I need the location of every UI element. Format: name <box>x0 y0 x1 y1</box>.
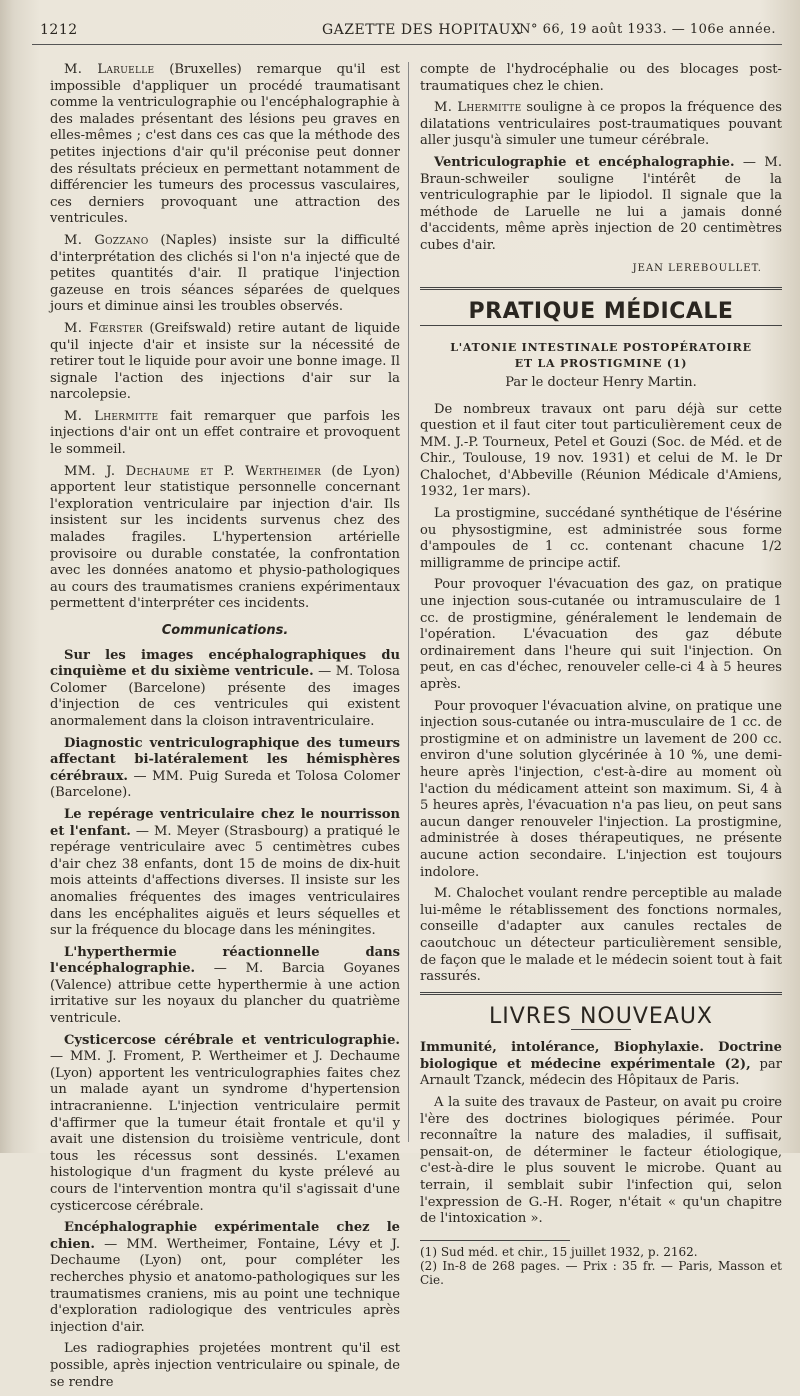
article-paragraph-2: La prostigmine, succédané synthétique de l'ésérine ou physostigmine, est administrée sous forme d'ampoules de 1 cc. contenant chacune 1/2 milligramme de principe actif. <box>420 506 782 571</box>
column-divider <box>408 62 409 1142</box>
communication-ventriculographie: Ventriculographie et encéphalographie. — M. Braun-schweiler souligne l'intérêt de la ventriculographie par le lipiodol. Il signale que la méthode de Laruelle ne lui a jamais donné d'accidents, même après injection de 20 centimètres cubes d'air. <box>420 154 782 253</box>
communication-1: Sur les images encéphalographiques du cinquième et du sixième ventricule. — M. Tolosa Colomer (Barcelone) présente des images d'injection de ces ventricules qui existent anormalement dans la cloison intraventriculaire. <box>50 647 400 729</box>
paragraph-gozzano: M. Gozzano (Naples) insiste sur la difficulté d'interprétation des clichés si l'on n'a injecté que de petites quantités d'air. Il pratique l'injection gazeuse en trois séances séparées de quelques jours et diminue ainsi les troubles observés. <box>50 232 400 315</box>
page-number: 1212 <box>40 22 78 38</box>
communication-5: Cysticercose cérébrale et ventriculographie. — MM. J. Froment, P. Wertheimer et J. Dechaume (Lyon) apportent les ventriculographies faites chez un malade ayant un syndrome d'hypertension intracranienne. L'injection ventriculaire permit d'affirmer que la tumeur était frontale et qu'il y avait une distension du troisième ventricule, dont tous les récessus sont dessinés. L'examen histologique d'un fragment du kyste prélevé au cours de l'intervention montra qu'il s'agissait d'une cysticercose cérébrale. <box>50 1032 400 1214</box>
paragraph-laruelle: M. Laruelle (Bruxelles) remarque qu'il est impossible d'appliquer un procédé traumatisant comme la ventriculographie ou l'encéphalographie à des malades présentant des lésions peu graves en elles-mêmes ; c'est dans ces cas que la méthode des petites injections d'air qu'il préconise peut donner des résultats précieux en permettant notamment de différencier les tumeurs des processus vasculaires, ces derniers provoquant une attraction des ventricules. <box>50 62 400 227</box>
article-paragraph-4: Pour provoquer l'évacuation alvine, on pratique une injection sous-cutanée ou intra-musculaire de 1 cc. de prostigmine et on administre un lavement de 200 cc. environ d'une solution glycérinée à 10 %, une demi-heure après l'injection, c'est-à-dire au moment où l'action du médicament atteint son maximum. Si, 4 à 5 heures après, l'évacuation n'a pas lieu, on peut sans aucun danger renouveler l'injection. La prostigmine, administrée à doses thérapeutiques, ne présente aucune action secondaire. L'injection est toujours indolore. <box>420 698 782 880</box>
section-title-livres: LIVRES NOUVEAUX <box>489 1003 713 1029</box>
section-rule-2 <box>420 992 782 995</box>
communication-6-continued: Les radiographies projetées montrent qu'il est possible, après injection ventriculaire ou spinale, de se rendre <box>50 1341 400 1390</box>
article-title: L'ATONIE INTESTINALE POSTOPÉRATOIRE ET LA PROSTIGMINE (1) <box>450 340 752 371</box>
article-paragraph-1: De nombreux travaux ont paru déjà sur cette question et il faut citer tout particulièrement ceux de MM. J.-P. Tourneux, Petel et Gouzi (Soc. de Méd. et de Chir., Toulouse, 19 nov. 1931) et celui de M. le Dr Chalochet, d'Abbeville (Réunion Médicale d'Amiens, 1932, 1er mars). <box>420 401 782 500</box>
article-byline: Par le docteur Henry Martin. <box>505 374 697 390</box>
signature: JEAN LEREBOULLET. <box>632 262 762 274</box>
paragraph-foerster: M. Fœrster (Greifswald) retire autant de liquide qu'il injecte d'air et insiste sur la nécessité de retirer tout le liquide pour avoir une bonne image. Il signale l'action des injections d'air sur la narcolepsie. <box>50 320 400 403</box>
right-column <box>420 62 782 1287</box>
left-column <box>50 62 400 1396</box>
footnote-rule <box>420 1240 570 1241</box>
section-underline-2 <box>571 1029 631 1030</box>
article-paragraph-5: M. Chalochet voulant rendre perceptible au malade lui-même le rétablissement des fonctions normales, conseille d'adapter aux canules rectales de caoutchouc un détecteur particulièrement sensible, de façon que le malade et le médecin soient tout à fait rassurés. <box>420 886 782 985</box>
paragraph-lhermitte-2: M. Lhermitte souligne à ce propos la fréquence des dilatations ventriculaires post-traumatiques pouvant aller jusqu'à simuler une tumeur cérébrale. <box>420 100 782 149</box>
section-underline <box>420 325 782 326</box>
continued-paragraph: compte de l'hydrocéphalie ou des blocages post-traumatiques chez le chien. <box>420 62 782 94</box>
header-rule <box>32 44 782 45</box>
section-rule <box>420 287 782 290</box>
book-paragraph: A la suite des travaux de Pasteur, on avait pu croire l'ère des doctrines biologiques périmée. Pour reconnaître la nature des maladies, il suffisait, pensait-on, de déterminer le facteur étiologique, c'est-à-dire le plus souvent le microbe. Quant au terrain, il semblait subir l'infection qui, selon l'expression de G.-H. Roger, n'était « qu'un chapitre de l'intoxication ». <box>420 1095 782 1227</box>
communication-2: Diagnostic ventriculographique des tumeurs affectant bi-latéralement les hémisphères cérébraux. — MM. Puig Sureda et Tolosa Colomer (Barcelone). <box>50 735 400 801</box>
footnote-2: (2) In-8 de 268 pages. — Prix : 35 fr. — Paris, Masson et Cie. <box>420 1258 782 1287</box>
page-header <box>32 20 782 42</box>
article-paragraph-3: Pour provoquer l'évacuation des gaz, on pratique une injection sous-cutanée ou intramusculaire de 1 cc. de prostigmine, généralement le lendemain de l'opération. L'évacuation des gaz débute ordinairement dans l'heure qui suit l'injection. On peut, en cas d'échec, renouveler celle-ci 4 à 5 heures après. <box>420 577 782 692</box>
paragraph-lhermitte: M. Lhermitte fait remarquer que parfois les injections d'air ont un effet contraire et provoquent le sommeil. <box>50 408 400 458</box>
communications-heading: Communications. <box>161 623 289 638</box>
journal-title: GAZETTE DES HOPITAUX <box>322 22 522 38</box>
book-entry: Immunité, intolérance, Biophylaxie. Doctrine biologique et médecine expérimentale (2), par Arnault Tzanck, médecin des Hôpitaux de Paris. <box>420 1040 782 1089</box>
communication-3: Le repérage ventriculaire chez le nourrisson et l'enfant. — M. Meyer (Strasbourg) a pratiqué le repérage ventriculaire avec 5 centimètres cubes d'air chez 38 enfants, dont 15 de moins de dix-huit mois atteints d'affections diverses. Il insiste sur les anomalies fréquentes des images ventriculaires dans les encéphalites aiguës et leurs séquelles et sur la fréquence du blocage dans les méningites. <box>50 806 400 939</box>
communication-4: L'hyperthermie réactionnelle dans l'encéphalographie. — M. Barcia Goyanes (Valence) attribue cette hyperthermie à une action irritative sur les noyaux du plancher du quatrième ventricule. <box>50 944 400 1027</box>
section-title-pratique: PRATIQUE MÉDICALE <box>468 299 734 325</box>
paragraph-dechaume: MM. J. Dechaume et P. Wertheimer (de Lyon) apportent leur statistique personnelle concernant l'exploration ventriculaire par injection d'air. Ils insistent sur les incidents survenus chez des malades fragiles. L'hypertension artérielle provisoire ou durable constatée, la confrontation avec les données anatomo et physio-pathologiques au cours des traumatismes craniens expérimentaux permettent d'interpréter ces incidents. <box>50 463 400 612</box>
issue-info: N° 66, 19 août 1933. — 106e année. <box>519 22 776 37</box>
footnote-1: (1) Sud méd. et chir., 15 juillet 1932, p. 2162. <box>420 1244 698 1259</box>
communication-6: Encéphalographie expérimentale chez le chien. — MM. Wertheimer, Fontaine, Lévy et J. Dechaume (Lyon) ont, pour compléter les recherches physio et anatomo-pathologiques sur les traumatismes craniens, mis au point une technique d'exploration radiologique des ventricules après injection d'air. <box>50 1220 400 1335</box>
